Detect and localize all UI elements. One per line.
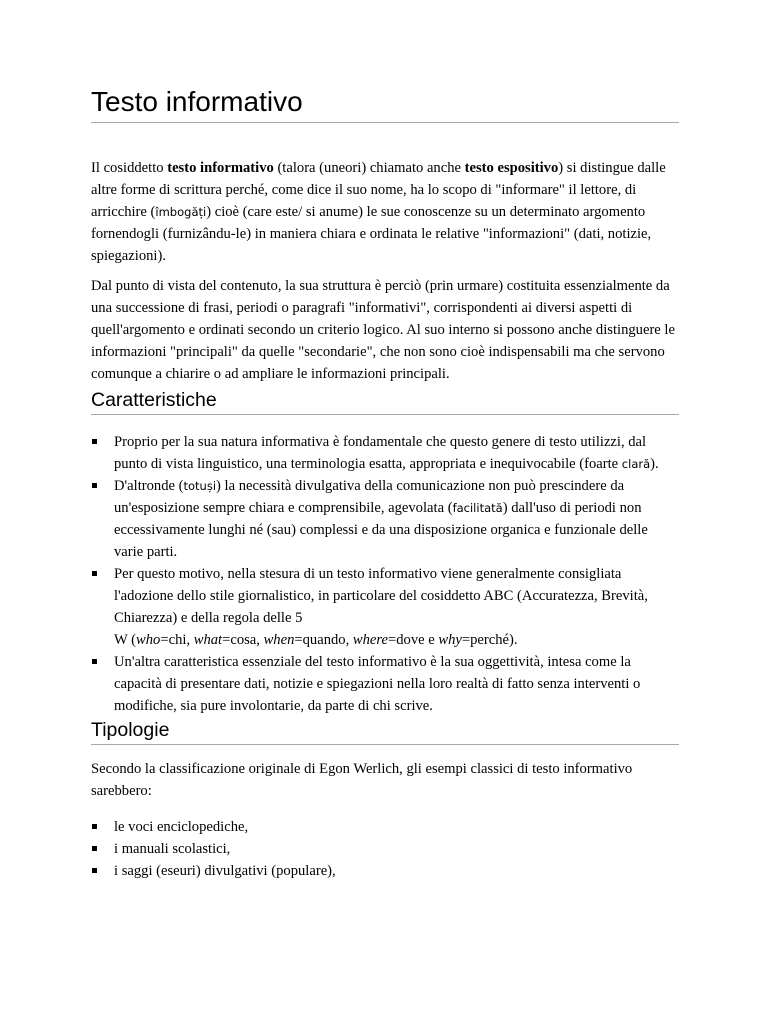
item-italic: why: [438, 632, 462, 648]
intro-bold-term: testo espositivo: [464, 160, 559, 176]
item-text: =quando,: [294, 632, 353, 648]
section-heading-caratteristiche: Caratteristiche: [91, 387, 679, 415]
intro-text: ) si distingue dalle altre forme di scrittura perché, come dice il suo nome, ha lo scopo di "informare" il lettore, di arricchire (: [91, 160, 666, 220]
item-text: Proprio per la sua natura informativa è fondamentale che questo genere di testo utilizzi, dal punto di vista linguistico, una terminologia esatta, appropriata e inequivocabile (foarte: [114, 434, 647, 472]
item-text: i saggi (eseuri) divulgativi (populare),: [114, 863, 336, 879]
item-text: W (: [114, 632, 137, 648]
item-text: =chi,: [160, 632, 194, 648]
list-item: [91, 860, 679, 882]
bullet-icon: [92, 439, 97, 444]
bullet-icon: [92, 846, 97, 851]
list-item: [91, 816, 679, 838]
bullet-icon: [92, 868, 97, 873]
bullet-icon: [92, 824, 97, 829]
item-italic: what: [193, 632, 223, 648]
list-item: [91, 475, 679, 563]
item-text: =dove e: [388, 632, 439, 648]
list-item: [91, 431, 679, 475]
item-text: Un'altra caratteristica essenziale del testo informativo è la sua oggettività, intesa come la capacità di presentare dati, notizie e spiegazioni nella loro realtà di fatto senza interventi o modifiche, sia pure involontarie, da parte di chi scrive.: [114, 654, 641, 714]
structure-paragraph: Dal punto di vista del contenuto, la sua struttura è perciò (prin urmare) costituita essenzialmente da una successione di frasi, periodi o paragrafi "informativi", corrispondenti ai diversi aspetti di quell'argomento e ordinati secondo un criterio logico. Al suo interno si possono anche distinguere le informazioni "principali" da quelle "secondarie", che non sono cioè indispensabili ma che servono comunque a chiarire o ad ampliare le informazioni principali.: [91, 278, 675, 382]
item-text: ).: [650, 456, 659, 472]
list-item: [91, 563, 679, 651]
intro-paragraph: [91, 157, 679, 267]
bullet-icon: [92, 571, 97, 576]
article: [91, 84, 679, 882]
item-text: le voci enciclopediche,: [114, 819, 249, 835]
item-gloss: clară: [621, 457, 651, 471]
tipologie-list: [91, 816, 679, 882]
item-italic: who: [136, 632, 161, 648]
item-gloss: facilitată: [452, 501, 503, 515]
section-heading-tipologie: Tipologie: [91, 717, 679, 745]
page-title: Testo informativo: [91, 84, 679, 123]
item-italic: where: [352, 632, 389, 648]
item-text: ) la necessità divulgativa della comunicazione non può prescindere da un'esposizione sempre chiara e comprensibile, agevolata (: [114, 478, 625, 516]
item-text: i manuali scolastici,: [114, 841, 231, 857]
item-text: D'altronde (: [114, 478, 184, 494]
item-text: =perché).: [461, 632, 518, 648]
item-text: Per questo motivo, nella stesura di un testo informativo viene generalmente consigliata l'adozione dello stile giornalistico, in particolare del cosiddetto ABC (Accuratezza, Brevità, Chiarezza) e della regola delle 5: [114, 566, 648, 626]
intro-bold-term: testo informativo: [167, 160, 274, 176]
list-item: [91, 651, 679, 717]
item-italic: when: [263, 632, 295, 648]
bullet-icon: [92, 483, 97, 488]
item-gloss: totuși: [183, 479, 217, 493]
intro-text: Il cosiddetto: [91, 160, 168, 176]
caratteristiche-list: [91, 431, 679, 717]
intro-text: ) cioè (care este/ si anume) le sue conoscenze su un determinato argomento fornendogli (furnizându-le) in maniera chiara e ordinata le relative "informazioni" (dati, notizie, spiegazioni).: [91, 204, 652, 264]
list-item: [91, 838, 679, 860]
intro-gloss: îmbogăți: [155, 205, 207, 219]
item-text: ) dall'uso di periodi non eccessivamente lunghi né (sau) complessi e da una disposizione organica e funzionale delle varie parti.: [114, 500, 648, 560]
item-text: =cosa,: [222, 632, 264, 648]
tipologie-intro: Secondo la classificazione originale di Egon Werlich, gli esempi classici di testo informativo sarebbero:: [91, 761, 633, 799]
intro-text: (talora (uneori) chiamato anche: [273, 160, 465, 176]
bullet-icon: [92, 659, 97, 664]
